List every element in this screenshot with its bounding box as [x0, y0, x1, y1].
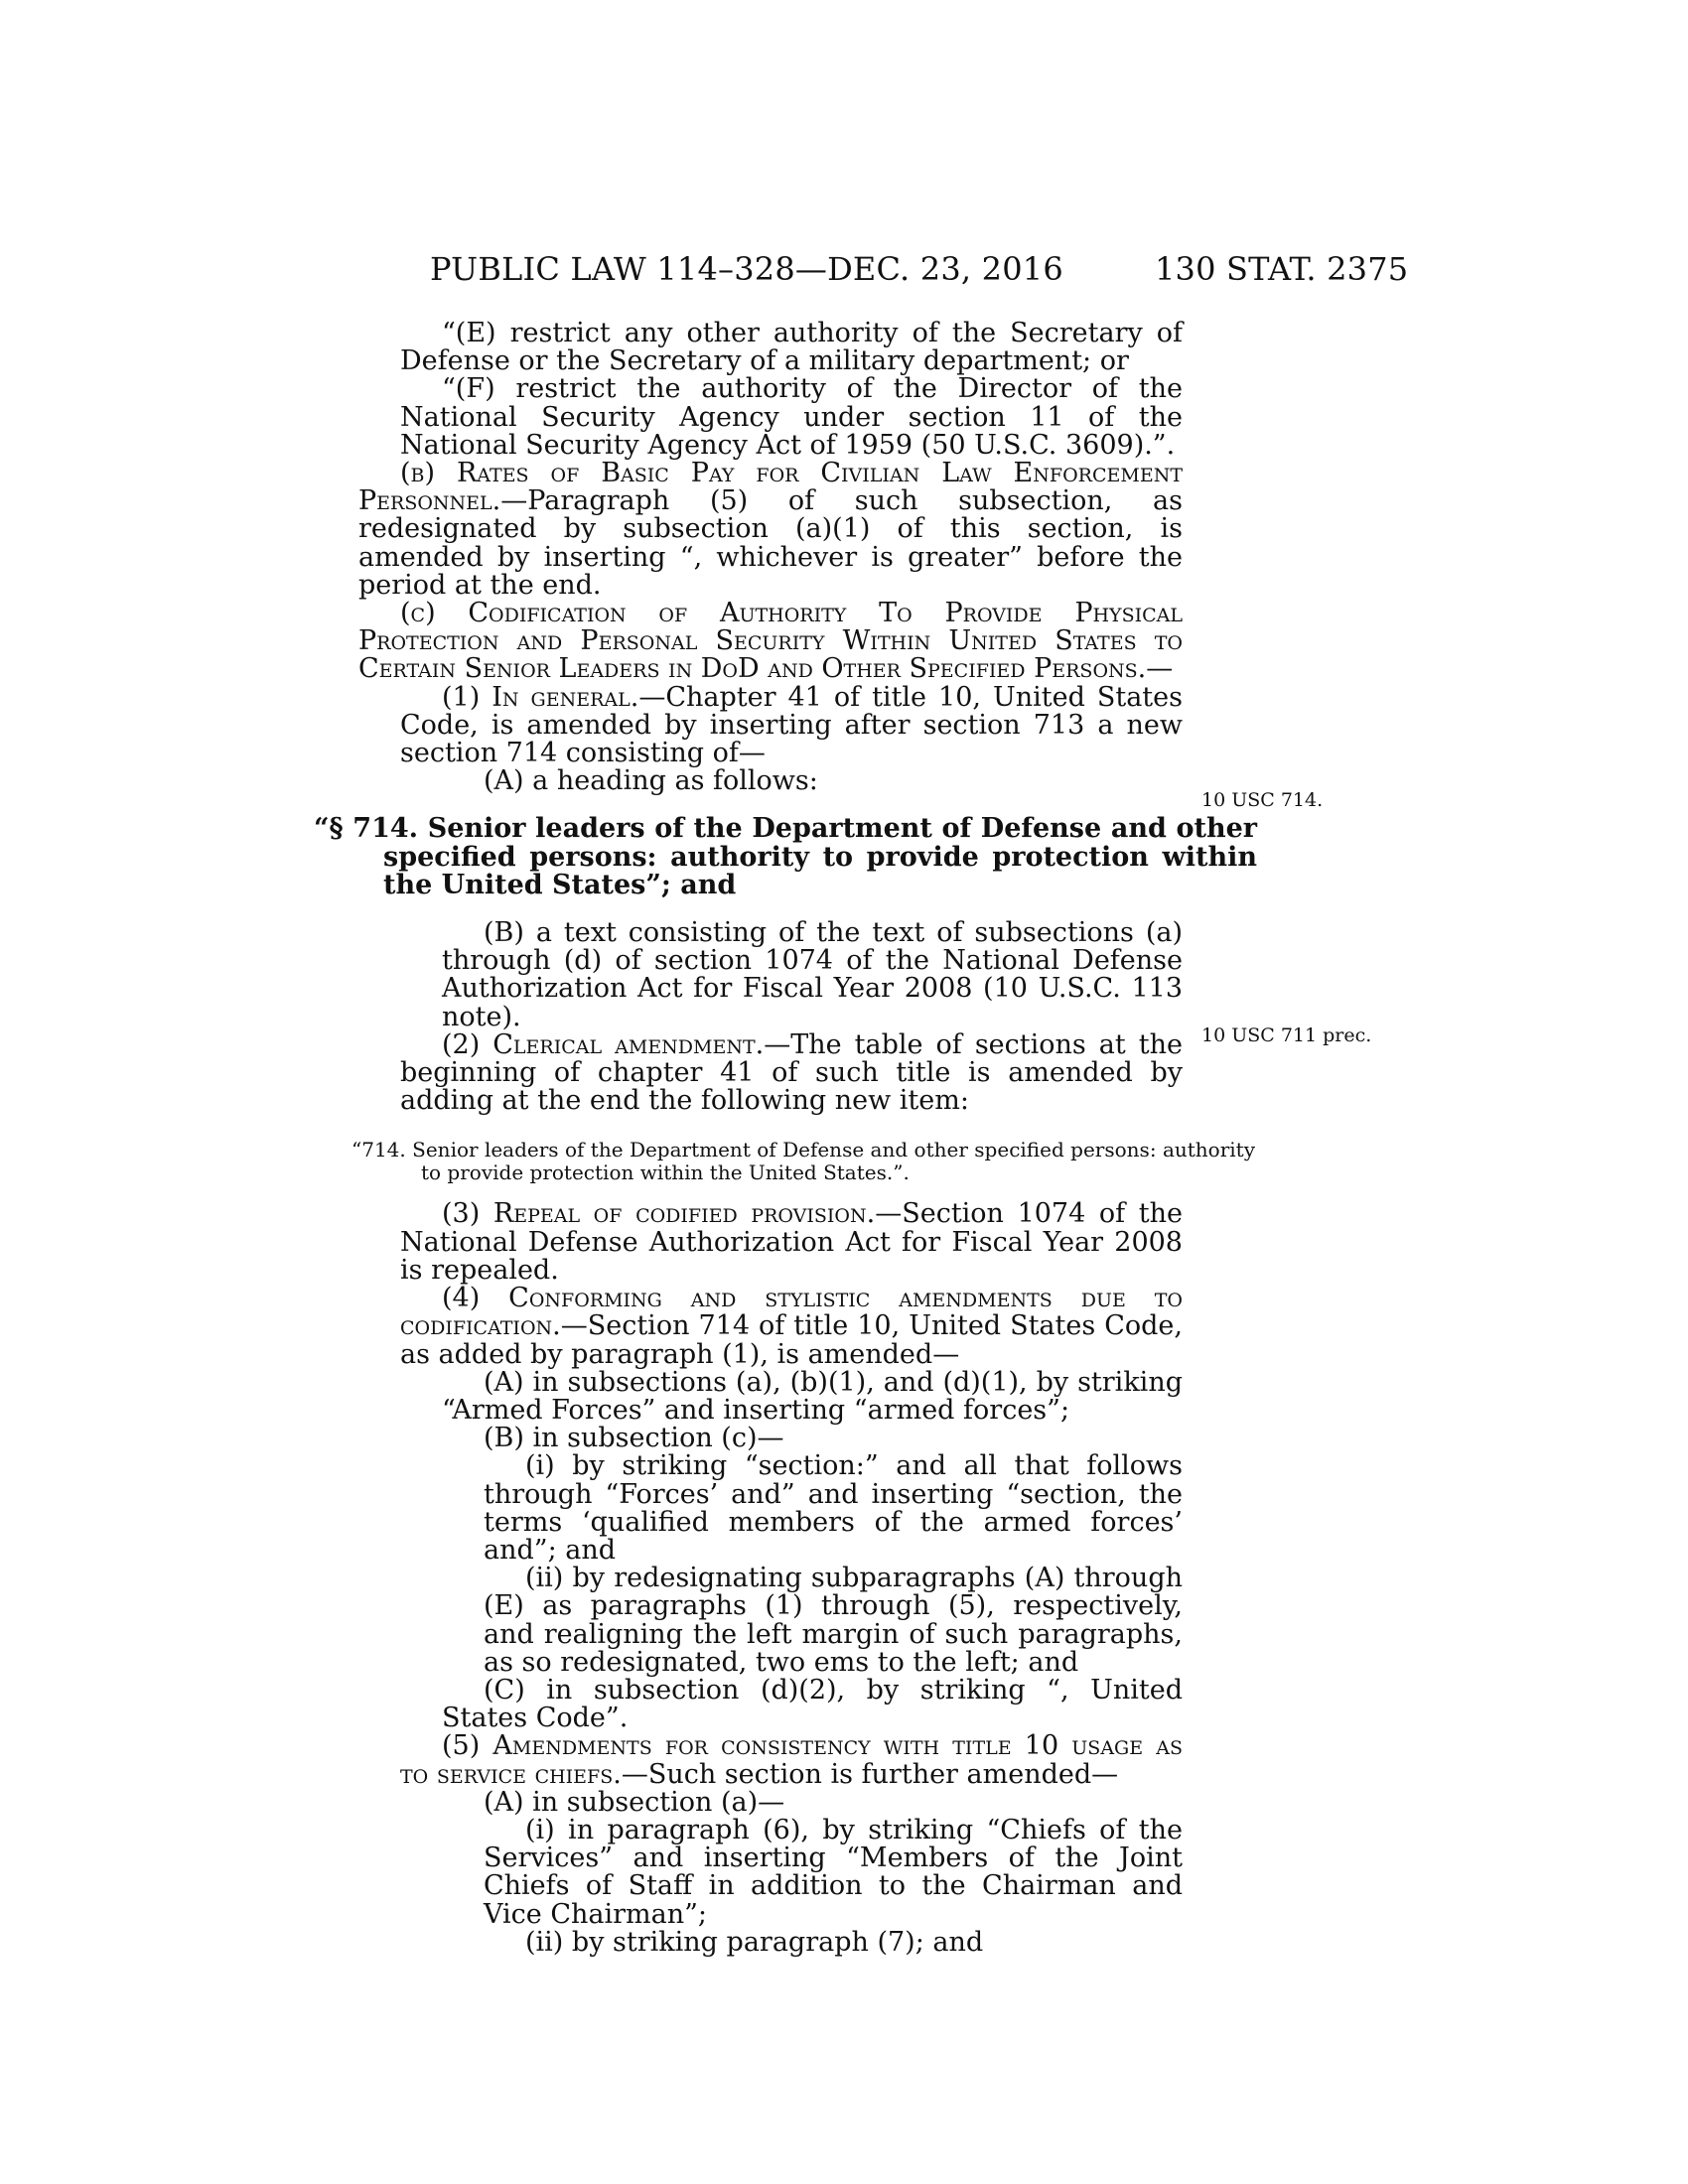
subsection-b-heading: (b) Rates of Basic Pay for Civilian Law Enforcement Personnel. — [358, 458, 1183, 517]
running-header-page-number: 130 STAT. 2375 — [1155, 250, 1409, 288]
subsection-c-text: — — [1146, 653, 1174, 685]
running-header-citation: PUBLIC LAW 114–328—DEC. 23, 2016 — [430, 250, 1063, 288]
subsection-b-text: —Paragraph (5) of such subsection, as redesignated by subsection (a)(1) of this section, is amended by inserting “, whichever is greater” before the period at the end. — [358, 485, 1183, 601]
section-714-heading: “§ 714. Senior leaders of the Department of Defense and other specified persons: authority to provide protection within the United States”; and — [314, 813, 1257, 900]
paragraph-e: “(E) restrict any other authority of the Secretary of Defense or the Secretary of a military department; or — [400, 318, 1183, 377]
paragraph-5-text: —Such section is further amended— — [621, 1758, 1119, 1790]
paragraph-4-c: (C) in subsection (d)(2), by striking “, United States Code”. — [442, 1674, 1183, 1734]
paragraph-3 — [358, 1200, 1183, 1285]
paragraph-5-a-i: (i) in paragraph (6), by striking “Chiefs of the Services” and inserting “Members of the Joint Chiefs of Staff in addition to the Chairman and Vice Chairman”; — [484, 1814, 1183, 1930]
paragraph-4-heading: (4) Conforming and stylistic amendments due to codification. — [400, 1283, 1183, 1342]
paragraph-2-text: —The table of sections at the beginning of chapter 41 of such title is amended by adding at the end the following new item: — [400, 1028, 1183, 1117]
paragraph-5-heading: (5) Amendments for consistency with title 10 usage as to service chiefs. — [400, 1730, 1183, 1790]
subsection-b — [358, 460, 1183, 600]
body-text — [314, 318, 1257, 1958]
paragraph-2 — [358, 1028, 1183, 1117]
table-of-sections-item: “714. Senior leaders of the Department of Defense and other specified persons: authority to provide protection within the United States.”. — [352, 1138, 1255, 1185]
paragraph-4-a: (A) in subsections (a), (b)(1), and (d)(1), by striking “Armed Forces” and inserting “armed forces”; — [442, 1366, 1183, 1426]
paragraph-4 — [358, 1285, 1183, 1369]
paragraph-5-a-ii: (ii) by striking paragraph (7); and — [525, 1926, 984, 1958]
margin-note-usc-711-prec: 10 USC 711 prec. — [1201, 1024, 1372, 1046]
paragraph-1-heading: (1) In general. — [442, 681, 639, 713]
margin-note-usc-714: 10 USC 714. — [1201, 789, 1324, 811]
subsection-c-heading: (c) Codification of Authority To Provide Physical Protection and Personal Security Within United States to Certain Senior Leaders in DoD and Other Specified Persons. — [358, 598, 1183, 685]
paragraph-3-heading: (3) Repeal of codified provision. — [442, 1198, 876, 1230]
subparagraph-b-text: (B) a text consisting of the text of subsections (a) through (d) of section 1074 of the National Defense Authorization Act for Fiscal Year 2008 (10 U.S.C. 113 note). — [442, 917, 1183, 1032]
paragraph-4-b-i: (i) by striking “section:” and all that follows through “Forces’ and” and inserting “section, the terms ‘qualified members of the armed forces’ and”; and — [484, 1450, 1183, 1566]
paragraph-f: “(F) restrict the authority of the Director of the National Security Agency under section 11 of the National Security Agency Act of 1959 (50 U.S.C. 3609).”. — [400, 373, 1183, 461]
paragraph-2-heading: (2) Clerical amendment. — [442, 1028, 765, 1060]
paragraph-4-b: (B) in subsection (c)— — [484, 1423, 784, 1454]
subparagraph-a-heading: (A) a heading as follows: — [484, 765, 818, 797]
paragraph-3-text: —Section 1074 of the National Defense Authorization Act for Fiscal Year 2008 is repealed. — [400, 1198, 1183, 1286]
paragraph-4-text: —Section 714 of title 10, United States Code, as added by paragraph (1), is amended— — [400, 1310, 1183, 1370]
paragraph-5 — [358, 1732, 1183, 1788]
paragraph-1-text: —Chapter 41 of title 10, United States Code, is amended by inserting after section 713 a new section 714 consisting of— — [400, 681, 1183, 769]
subsection-c — [358, 600, 1183, 684]
paragraph-4-b-ii: (ii) by redesignating subparagraphs (A) through (E) as paragraphs (1) through (5), respectively, and realigning the left margin of such paragraphs, as so redesignated, two ems to the left; and — [484, 1563, 1183, 1678]
paragraph-1 — [358, 681, 1183, 769]
paragraph-5-a: (A) in subsection (a)— — [484, 1786, 785, 1818]
